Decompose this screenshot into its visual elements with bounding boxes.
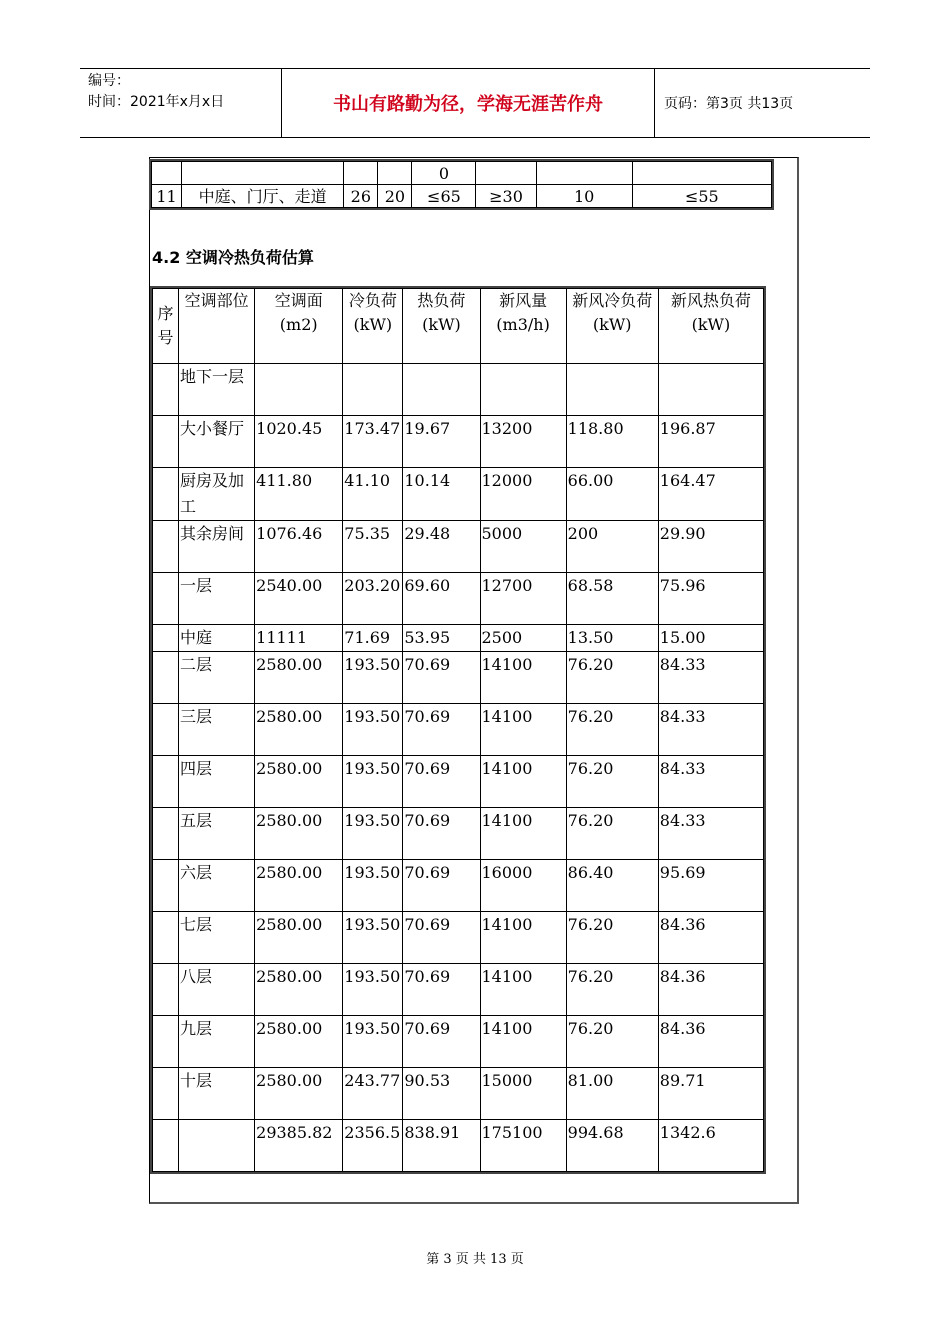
table-cell: 53.95 [403,625,480,652]
table-cell [153,1016,179,1068]
header-motto: 书山有路勤为径，学海无涯苦作舟 [333,94,603,115]
table-cell: 14100 [480,964,566,1016]
table-cell: 994.68 [566,1120,658,1172]
table-cell [153,1120,179,1172]
table-row [153,1120,764,1172]
table-row [153,364,764,416]
table-cell [378,162,412,185]
table-cell: 89.71 [658,1068,763,1120]
table-cell [153,652,179,704]
table-cell: 76.20 [566,808,658,860]
table-cell: 2580.00 [255,808,343,860]
table-row [152,162,772,185]
table-cell: 大小餐厅 [179,416,255,468]
table-cell: ≥30 [476,185,536,208]
table-cell [153,468,179,521]
table-cell: 14100 [480,912,566,964]
table-cell: 70.69 [403,912,480,964]
table-cell: 0 [412,162,476,185]
table-row [153,573,764,625]
table-cell: 九层 [179,1016,255,1068]
table-cell: 86.40 [566,860,658,912]
table-cell: 14100 [480,704,566,756]
table-cell: 76.20 [566,912,658,964]
table-cell [153,704,179,756]
table-cell: 173.47 [343,416,403,468]
table-cell [403,364,480,416]
table-cell: 75.96 [658,573,763,625]
table-cell: 84.33 [658,652,763,704]
table-cell [153,964,179,1016]
table-cell: 20 [378,185,412,208]
table-row [153,860,764,912]
table-cell: 七层 [179,912,255,964]
table-cell [658,364,763,416]
table-cell: 2500 [480,625,566,652]
table-row [153,652,764,704]
table-cell: 29.48 [403,521,480,573]
table-row [153,808,764,860]
table-cell: 1076.46 [255,521,343,573]
table-cell: 15.00 [658,625,763,652]
table-cell [476,162,536,185]
table-cell: 12700 [480,573,566,625]
table-cell: 11 [152,185,182,208]
table-cell: 76.20 [566,1016,658,1068]
table-cell: 70.69 [403,652,480,704]
section-title: 4.2 空调冷热负荷估算 [152,248,314,267]
table-cell: 203.20 [343,573,403,625]
table-cell: 84.33 [658,704,763,756]
table-cell: 2580.00 [255,964,343,1016]
table-cell: 90.53 [403,1068,480,1120]
table-cell: 14100 [480,808,566,860]
table-cell [153,416,179,468]
column-header: 冷负荷(kW) [343,289,403,364]
table-cell: 76.20 [566,756,658,808]
table-cell: 2580.00 [255,756,343,808]
table-cell: 2356.5 [343,1120,403,1172]
table-cell: 193.50 [343,704,403,756]
table-cell: 193.50 [343,964,403,1016]
table-cell: 12000 [480,468,566,521]
table-cell: 193.50 [343,912,403,964]
table-cell: ≤65 [412,185,476,208]
table-cell: 71.69 [343,625,403,652]
table-cell: 68.58 [566,573,658,625]
table-cell: ≤55 [632,185,771,208]
table-cell: 118.80 [566,416,658,468]
table-row [153,912,764,964]
table-cell: 六层 [179,860,255,912]
table-cell: 14100 [480,652,566,704]
column-header: 热负荷(kW) [403,289,480,364]
table-cell: 中庭 [179,625,255,652]
table-cell: 84.36 [658,1016,763,1068]
table-cell: 10 [536,185,632,208]
table-cell: 84.36 [658,912,763,964]
column-header: 空调面(m2) [255,289,343,364]
table-cell: 81.00 [566,1068,658,1120]
table-cell: 84.33 [658,808,763,860]
table-cell: 196.87 [658,416,763,468]
column-header: 新风量(m3/h) [480,289,566,364]
table-cell: 84.36 [658,964,763,1016]
table-row [152,185,772,208]
table-cell: 29385.82 [255,1120,343,1172]
table-cell: 193.50 [343,860,403,912]
table-cell [255,364,343,416]
table-cell: 2580.00 [255,1068,343,1120]
table-cell [536,162,632,185]
table-cell: 5000 [480,521,566,573]
table-cell: 2580.00 [255,1016,343,1068]
table-cell: 十层 [179,1068,255,1120]
table-cell: 76.20 [566,652,658,704]
table-cell: 69.60 [403,573,480,625]
table-cell [344,162,378,185]
table-cell: 中庭、门厅、走道 [182,185,344,208]
table-cell [343,364,403,416]
page-footer: 第 3 页 共 13 页 [426,1252,524,1267]
table-cell: 838.91 [403,1120,480,1172]
table-cell: 29.90 [658,521,763,573]
table-cell: 1020.45 [255,416,343,468]
table-cell: 76.20 [566,964,658,1016]
table-cell [152,162,182,185]
table-cell: 11111 [255,625,343,652]
column-header: 新风热负荷(kW) [658,289,763,364]
table-cell: 41.10 [343,468,403,521]
table-cell: 175100 [480,1120,566,1172]
table-cell: 193.50 [343,652,403,704]
header-page-info: 页码：第3页 共13页 [664,96,794,112]
table-cell [153,625,179,652]
table-cell [480,364,566,416]
table-cell [153,808,179,860]
table-row [153,964,764,1016]
table-cell: 1342.6 [658,1120,763,1172]
table-cell: 243.77 [343,1068,403,1120]
column-header: 空调部位 [179,289,255,364]
table-cell [179,1120,255,1172]
time-label: 时间：2021年x月x日 [88,94,225,110]
table-cell: 75.35 [343,521,403,573]
column-header: 序号 [153,289,179,364]
table-cell [632,162,771,185]
table-cell: 14100 [480,1016,566,1068]
table-cell: 70.69 [403,964,480,1016]
table-cell: 19.67 [403,416,480,468]
table-cell: 2580.00 [255,652,343,704]
table-cell: 193.50 [343,756,403,808]
table-cell [153,521,179,573]
table-cell: 15000 [480,1068,566,1120]
table-cell [182,162,344,185]
table-row [153,521,764,573]
table-cell [153,573,179,625]
number-label: 编号： [88,73,130,89]
table-cell: 2580.00 [255,912,343,964]
column-header: 新风冷负荷(kW) [566,289,658,364]
table-cell: 2540.00 [255,573,343,625]
table-cell: 70.69 [403,1016,480,1068]
table-cell: 70.69 [403,808,480,860]
table-cell: 其余房间 [179,521,255,573]
table-cell: 二层 [179,652,255,704]
table-cell: 14100 [480,756,566,808]
table-cell [153,1068,179,1120]
table-cell: 66.00 [566,468,658,521]
table-cell: 411.80 [255,468,343,521]
table-cell: 13200 [480,416,566,468]
table-cell: 70.69 [403,756,480,808]
page-header [80,68,870,138]
table-cell: 三层 [179,704,255,756]
table-cell: 四层 [179,756,255,808]
table-row [153,416,764,468]
table-row [153,1016,764,1068]
table-row [153,468,764,521]
table-cell: 厨房及加工 [179,468,255,521]
table-cell: 16000 [480,860,566,912]
table-cell: 70.69 [403,860,480,912]
table-cell: 13.50 [566,625,658,652]
table-cell: 2580.00 [255,704,343,756]
table-row [153,704,764,756]
table-cell: 一层 [179,573,255,625]
table-cell [153,912,179,964]
header-divider [654,69,655,137]
table-cell [153,756,179,808]
table-cell [566,364,658,416]
table-cell: 164.47 [658,468,763,521]
table-cell: 193.50 [343,808,403,860]
table-cell: 76.20 [566,704,658,756]
table-cell: 五层 [179,808,255,860]
table-cell: 地下一层 [179,364,255,416]
table-cell [153,860,179,912]
table-cell: 84.33 [658,756,763,808]
load-table [152,288,764,1172]
header-meta [88,71,283,113]
table-row [153,756,764,808]
standards-table [151,161,772,208]
table-cell: 200 [566,521,658,573]
table-cell: 10.14 [403,468,480,521]
table-cell: 193.50 [343,1016,403,1068]
table-cell: 95.69 [658,860,763,912]
table-cell: 2580.00 [255,860,343,912]
table-cell: 八层 [179,964,255,1016]
table-row [153,1068,764,1120]
table-cell: 26 [344,185,378,208]
table-cell: 70.69 [403,704,480,756]
table-row [153,625,764,652]
table-cell [153,364,179,416]
